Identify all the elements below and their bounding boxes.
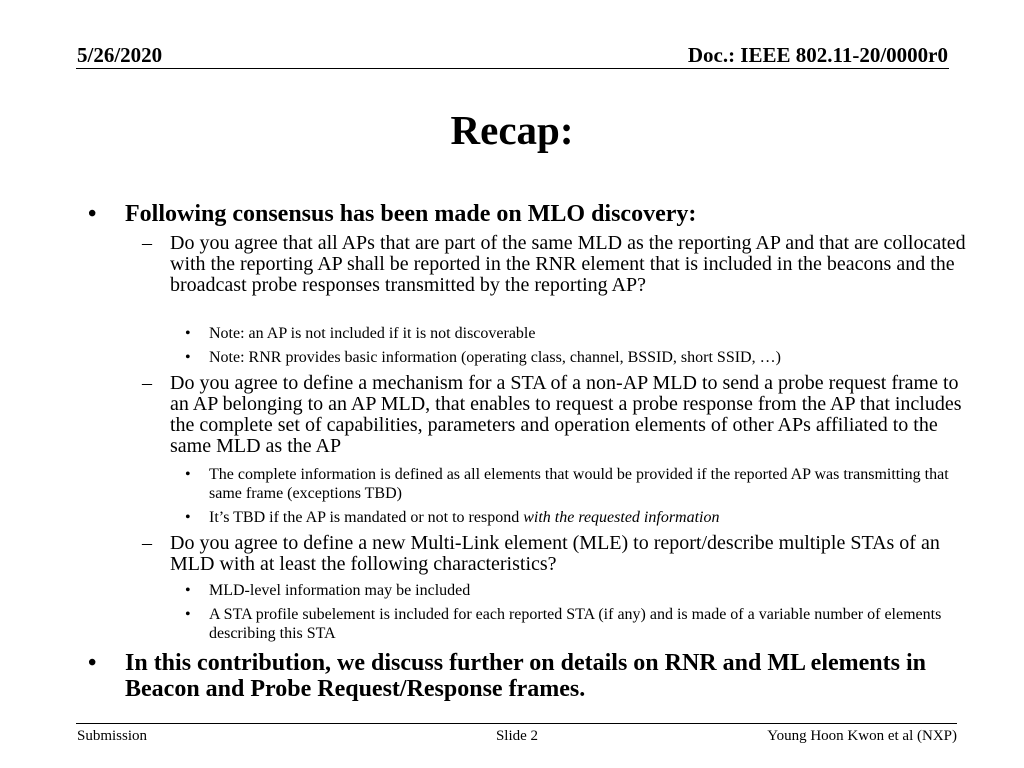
sub-item-text: Do you agree to define a new Multi-Link element (MLE) to report/describe multiple STAs of an MLD with at least the following characteristics? [170, 532, 940, 575]
sub-item-text: Do you agree to define a mechanism for a STA of a non-AP MLD to send a probe request frame to an AP belonging to an AP MLD, that enables to request a probe response from the AP that includes the complete set of capabilities, parameters and operation elements of other APs affiliated to the same MLD as the AP [170, 372, 962, 457]
bullet-marker: • [185, 466, 191, 483]
bullet-marker: • [185, 582, 191, 599]
dash-marker: – [142, 372, 152, 394]
note-text: The complete information is defined as all elements that would be provided if the reported AP was transmitting that same frame (exceptions TBD) [209, 466, 949, 502]
note-text: Note: RNR provides basic information (operating class, channel, BSSID, short SSID, …) [209, 349, 781, 366]
bullet-text: Following consensus has been made on MLO discovery: [125, 201, 697, 227]
sub-item-rnr-question [142, 232, 970, 296]
note-emphasis: with the requested information [523, 509, 720, 526]
bullet-consensus [88, 201, 965, 227]
note-rnr-info [185, 348, 969, 367]
dash-marker: – [142, 532, 152, 554]
bullet-marker: • [185, 509, 191, 526]
bullet-marker: • [185, 606, 191, 623]
note-text: It’s TBD if the AP is mandated or not to respond [209, 509, 524, 526]
header-date: 5/26/2020 [77, 43, 163, 67]
bullet-marker: • [185, 349, 191, 366]
bullet-text: In this contribution, we discuss further on details on RNR and ML elements in Beacon and Probe Request/Response frames. [125, 650, 926, 702]
bullet-contribution [88, 650, 965, 702]
footer-author: Young Hoon Kwon et al (NXP) [767, 728, 957, 744]
footer-slide-number: Slide 2 [495, 728, 539, 744]
note-sta-profile [185, 605, 969, 643]
bullet-marker: • [185, 325, 191, 342]
header-rule [76, 68, 949, 69]
note-discoverable [185, 324, 969, 343]
slide-title: Recap: [450, 107, 574, 153]
bullet-marker: • [88, 201, 97, 227]
sub-item-mle-question [142, 532, 970, 575]
note-text: MLD-level information may be included [209, 582, 471, 599]
dash-marker: – [142, 232, 152, 254]
note-text: Note: an AP is not included if it is not discoverable [209, 325, 536, 342]
note-tbd-respond [185, 508, 969, 527]
sub-item-text: Do you agree that all APs that are part of the same MLD as the reporting AP and that are collocated with the reporting AP shall be reported in the RNR element that is included in the beacons and the broadcast probe responses transmitted by the reporting AP? [170, 232, 966, 296]
note-mld-level [185, 581, 969, 600]
footer-submission: Submission [77, 728, 148, 744]
header-doc-number: Doc.: IEEE 802.11-20/0000r0 [687, 43, 948, 67]
sub-item-probe-question [142, 372, 970, 457]
bullet-marker: • [88, 650, 97, 676]
note-text: A STA profile subelement is included for each reported STA (if any) and is made of a variable number of elements describing this STA [209, 606, 942, 642]
footer-rule [76, 723, 957, 724]
note-complete-information [185, 465, 969, 503]
